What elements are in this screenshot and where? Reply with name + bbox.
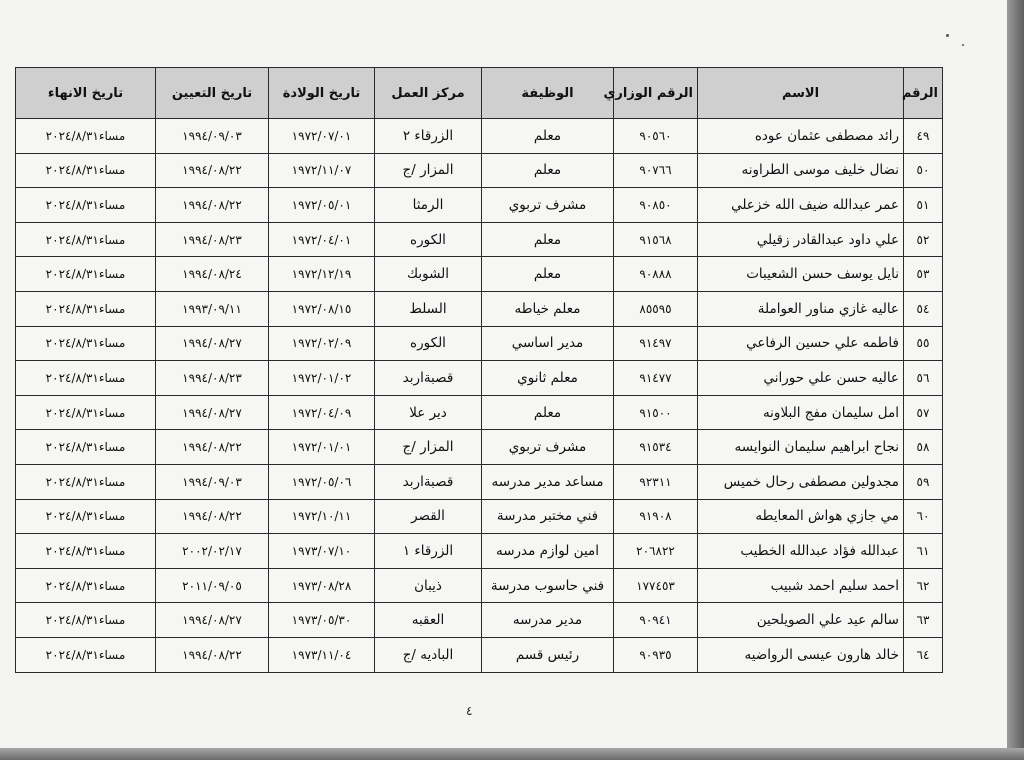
table-row — [16, 361, 943, 396]
cell-job: مشرف تربوي — [482, 430, 614, 465]
cell-appointment-date: ١٩٩٤/٠٨/٢٣ — [156, 361, 269, 396]
cell-end-date: مساء٢٠٢٤/٨/٣١ — [16, 119, 156, 154]
cell-index: ٥٧ — [904, 395, 943, 430]
table-row — [16, 637, 943, 672]
cell-end-date: مساء٢٠٢٤/٨/٣١ — [16, 534, 156, 569]
cell-index: ٥٦ — [904, 361, 943, 396]
cell-name: عاليه غازي مناور العواملة — [698, 291, 904, 326]
cell-end-date: مساء٢٠٢٤/٨/٣١ — [16, 464, 156, 499]
cell-job: مدير مدرسه — [482, 603, 614, 638]
cell-end-date: مساء٢٠٢٤/٨/٣١ — [16, 222, 156, 257]
cell-work-center: السلط — [375, 291, 482, 326]
cell-ministry-number: ٢٠٦٨٢٢ — [614, 534, 698, 569]
cell-end-date: مساء٢٠٢٤/٨/٣١ — [16, 153, 156, 188]
cell-job: معلم — [482, 119, 614, 154]
cell-end-date: مساء٢٠٢٤/٨/٣١ — [16, 188, 156, 223]
table-header-row — [16, 68, 943, 119]
header-job: الوظيفة — [482, 68, 614, 119]
cell-name: احمد سليم احمد شبيب — [698, 568, 904, 603]
cell-name: سالم عيد علي الصويلحين — [698, 603, 904, 638]
cell-birth-date: ١٩٧٢/٠٤/٠٩ — [269, 395, 375, 430]
cell-birth-date: ١٩٧٢/٠٥/٠١ — [269, 188, 375, 223]
cell-ministry-number: ٩١٥٣٤ — [614, 430, 698, 465]
cell-name: نضال خليف موسى الطراونه — [698, 153, 904, 188]
table-row — [16, 119, 943, 154]
cell-index: ٦١ — [904, 534, 943, 569]
cell-index: ٥٨ — [904, 430, 943, 465]
cell-work-center: الرمثا — [375, 188, 482, 223]
cell-birth-date: ١٩٧٢/٠١/٠١ — [269, 430, 375, 465]
cell-ministry-number: ٩٠٧٦٦ — [614, 153, 698, 188]
cell-job: امين لوازم مدرسه — [482, 534, 614, 569]
cell-appointment-date: ١٩٩٤/٠٨/٢٤ — [156, 257, 269, 292]
cell-job: فني مختبر مدرسة — [482, 499, 614, 534]
header-end-date: تاريخ الانهاء — [16, 68, 156, 119]
cell-name: رائد مصطفى عثمان عوده — [698, 119, 904, 154]
cell-name: مجدولين مصطفى رحال خميس — [698, 464, 904, 499]
table-row — [16, 326, 943, 361]
cell-end-date: مساء٢٠٢٤/٨/٣١ — [16, 603, 156, 638]
cell-work-center: ذيبان — [375, 568, 482, 603]
cell-end-date: مساء٢٠٢٤/٨/٣١ — [16, 430, 156, 465]
cell-ministry-number: ٩١٩٠٨ — [614, 499, 698, 534]
cell-work-center: الزرقاء ٢ — [375, 119, 482, 154]
cell-work-center: العقبه — [375, 603, 482, 638]
cell-index: ٥٣ — [904, 257, 943, 292]
page-number: ٤ — [466, 704, 473, 718]
table-row — [16, 603, 943, 638]
cell-work-center: القصر — [375, 499, 482, 534]
cell-appointment-date: ١٩٩٤/٠٨/٢٧ — [156, 326, 269, 361]
cell-ministry-number: ٩٠٩٤١ — [614, 603, 698, 638]
cell-name: عمر عبدالله ضيف الله خزعلي — [698, 188, 904, 223]
cell-name: علي داود عبدالقادر زقيلي — [698, 222, 904, 257]
cell-ministry-number: ٩١٤٧٧ — [614, 361, 698, 396]
table-row — [16, 464, 943, 499]
header-appointment-date: تاريخ التعيين — [156, 68, 269, 119]
scan-shadow-right — [1007, 0, 1024, 760]
cell-birth-date: ١٩٧٢/١٠/١١ — [269, 499, 375, 534]
employees-table — [15, 67, 943, 673]
cell-index: ٦٤ — [904, 637, 943, 672]
cell-end-date: مساء٢٠٢٤/٨/٣١ — [16, 361, 156, 396]
cell-job: مدير اساسي — [482, 326, 614, 361]
header-birth-date: تاريخ الولادة — [269, 68, 375, 119]
cell-birth-date: ١٩٧٢/١١/٠٧ — [269, 153, 375, 188]
table-row — [16, 499, 943, 534]
cell-appointment-date: ١٩٩٤/٠٨/٢٧ — [156, 395, 269, 430]
cell-appointment-date: ١٩٩٤/٠٨/٢٣ — [156, 222, 269, 257]
cell-name: عاليه حسن علي حوراني — [698, 361, 904, 396]
cell-name: خالد هارون عيسى الرواضيه — [698, 637, 904, 672]
cell-end-date: مساء٢٠٢٤/٨/٣١ — [16, 568, 156, 603]
cell-job: رئيس قسم — [482, 637, 614, 672]
cell-appointment-date: ١٩٩٤/٠٨/٢٧ — [156, 603, 269, 638]
cell-index: ٥٤ — [904, 291, 943, 326]
cell-appointment-date: ١٩٩٤/٠٩/٠٣ — [156, 464, 269, 499]
cell-job: معلم — [482, 222, 614, 257]
scan-speck — [946, 34, 949, 37]
cell-job: مساعد مدير مدرسه — [482, 464, 614, 499]
cell-birth-date: ١٩٧٢/٠٨/١٥ — [269, 291, 375, 326]
cell-job: معلم — [482, 395, 614, 430]
cell-job: معلم خياطه — [482, 291, 614, 326]
cell-work-center: قصبةاربد — [375, 361, 482, 396]
cell-job: فني حاسوب مدرسة — [482, 568, 614, 603]
cell-index: ٥٥ — [904, 326, 943, 361]
cell-appointment-date: ٢٠١١/٠٩/٠٥ — [156, 568, 269, 603]
cell-work-center: دير علا — [375, 395, 482, 430]
cell-end-date: مساء٢٠٢٤/٨/٣١ — [16, 637, 156, 672]
cell-name: فاطمه علي حسين الرفاعي — [698, 326, 904, 361]
table-row — [16, 395, 943, 430]
cell-appointment-date: ١٩٩٤/٠٩/٠٣ — [156, 119, 269, 154]
cell-ministry-number: ٩٠٩٣٥ — [614, 637, 698, 672]
table-row — [16, 430, 943, 465]
table-row — [16, 222, 943, 257]
cell-work-center: الكوره — [375, 222, 482, 257]
cell-job: مشرف تربوي — [482, 188, 614, 223]
cell-job: معلم ثانوي — [482, 361, 614, 396]
cell-end-date: مساء٢٠٢٤/٨/٣١ — [16, 499, 156, 534]
cell-birth-date: ١٩٧٢/٠٢/٠٩ — [269, 326, 375, 361]
cell-index: ٥٢ — [904, 222, 943, 257]
cell-ministry-number: ١٧٧٤٥٣ — [614, 568, 698, 603]
cell-ministry-number: ٩٠٨٥٠ — [614, 188, 698, 223]
cell-index: ٦٠ — [904, 499, 943, 534]
scan-speck — [962, 44, 964, 46]
cell-job: معلم — [482, 257, 614, 292]
cell-name: نايل يوسف حسن الشعيبات — [698, 257, 904, 292]
table-row — [16, 153, 943, 188]
table-row — [16, 568, 943, 603]
cell-birth-date: ١٩٧٢/٠٤/٠١ — [269, 222, 375, 257]
cell-appointment-date: ١٩٩٣/٠٩/١١ — [156, 291, 269, 326]
cell-birth-date: ١٩٧٢/١٢/١٩ — [269, 257, 375, 292]
cell-work-center: الكوره — [375, 326, 482, 361]
cell-appointment-date: ١٩٩٤/٠٨/٢٢ — [156, 499, 269, 534]
cell-work-center: المزار /ج — [375, 153, 482, 188]
cell-ministry-number: ٩٠٥٦٠ — [614, 119, 698, 154]
cell-index: ٥٩ — [904, 464, 943, 499]
cell-work-center: الباديه /ج — [375, 637, 482, 672]
cell-name: مي جازي هواش المعايطه — [698, 499, 904, 534]
cell-appointment-date: ١٩٩٤/٠٨/٢٢ — [156, 153, 269, 188]
cell-end-date: مساء٢٠٢٤/٨/٣١ — [16, 291, 156, 326]
cell-appointment-date: ١٩٩٤/٠٨/٢٢ — [156, 637, 269, 672]
cell-end-date: مساء٢٠٢٤/٨/٣١ — [16, 326, 156, 361]
cell-ministry-number: ٨٥٥٩٥ — [614, 291, 698, 326]
cell-index: ٦٢ — [904, 568, 943, 603]
cell-birth-date: ١٩٧٢/٠٥/٠٦ — [269, 464, 375, 499]
table-row — [16, 534, 943, 569]
cell-end-date: مساء٢٠٢٤/٨/٣١ — [16, 395, 156, 430]
cell-appointment-date: ١٩٩٤/٠٨/٢٢ — [156, 188, 269, 223]
table-body — [16, 119, 943, 673]
cell-ministry-number: ٩٢٣١١ — [614, 464, 698, 499]
cell-job: معلم — [482, 153, 614, 188]
cell-work-center: المزار /ج — [375, 430, 482, 465]
cell-birth-date: ١٩٧٢/٠١/٠٢ — [269, 361, 375, 396]
header-ministry-number: الرقم الوزاري — [614, 68, 698, 119]
cell-birth-date: ١٩٧٣/١١/٠٤ — [269, 637, 375, 672]
cell-index: ٤٩ — [904, 119, 943, 154]
cell-birth-date: ١٩٧٢/٠٧/٠١ — [269, 119, 375, 154]
cell-name: امل سليمان مفج البلاونه — [698, 395, 904, 430]
cell-end-date: مساء٢٠٢٤/٨/٣١ — [16, 257, 156, 292]
cell-name: نجاح ابراهيم سليمان النوايسه — [698, 430, 904, 465]
cell-index: ٦٣ — [904, 603, 943, 638]
scan-shadow-bottom — [0, 748, 1024, 760]
cell-ministry-number: ٩١٤٩٧ — [614, 326, 698, 361]
header-work-center: مركز العمل — [375, 68, 482, 119]
cell-birth-date: ١٩٧٣/٠٧/١٠ — [269, 534, 375, 569]
cell-appointment-date: ٢٠٠٢/٠٢/١٧ — [156, 534, 269, 569]
cell-ministry-number: ٩١٥٦٨ — [614, 222, 698, 257]
header-name: الاسم — [698, 68, 904, 119]
cell-name: عبدالله فؤاد عبدالله الخطيب — [698, 534, 904, 569]
table-row — [16, 188, 943, 223]
cell-ministry-number: ٩٠٨٨٨ — [614, 257, 698, 292]
cell-work-center: قصبةاربد — [375, 464, 482, 499]
cell-work-center: الشوبك — [375, 257, 482, 292]
header-index: الرقم — [904, 68, 943, 119]
table-row — [16, 291, 943, 326]
cell-appointment-date: ١٩٩٤/٠٨/٢٢ — [156, 430, 269, 465]
cell-index: ٥١ — [904, 188, 943, 223]
table-row — [16, 257, 943, 292]
cell-birth-date: ١٩٧٣/٠٥/٣٠ — [269, 603, 375, 638]
cell-ministry-number: ٩١٥٠٠ — [614, 395, 698, 430]
cell-birth-date: ١٩٧٣/٠٨/٢٨ — [269, 568, 375, 603]
cell-work-center: الزرقاء ١ — [375, 534, 482, 569]
cell-index: ٥٠ — [904, 153, 943, 188]
employees-table-wrapper — [15, 67, 943, 673]
